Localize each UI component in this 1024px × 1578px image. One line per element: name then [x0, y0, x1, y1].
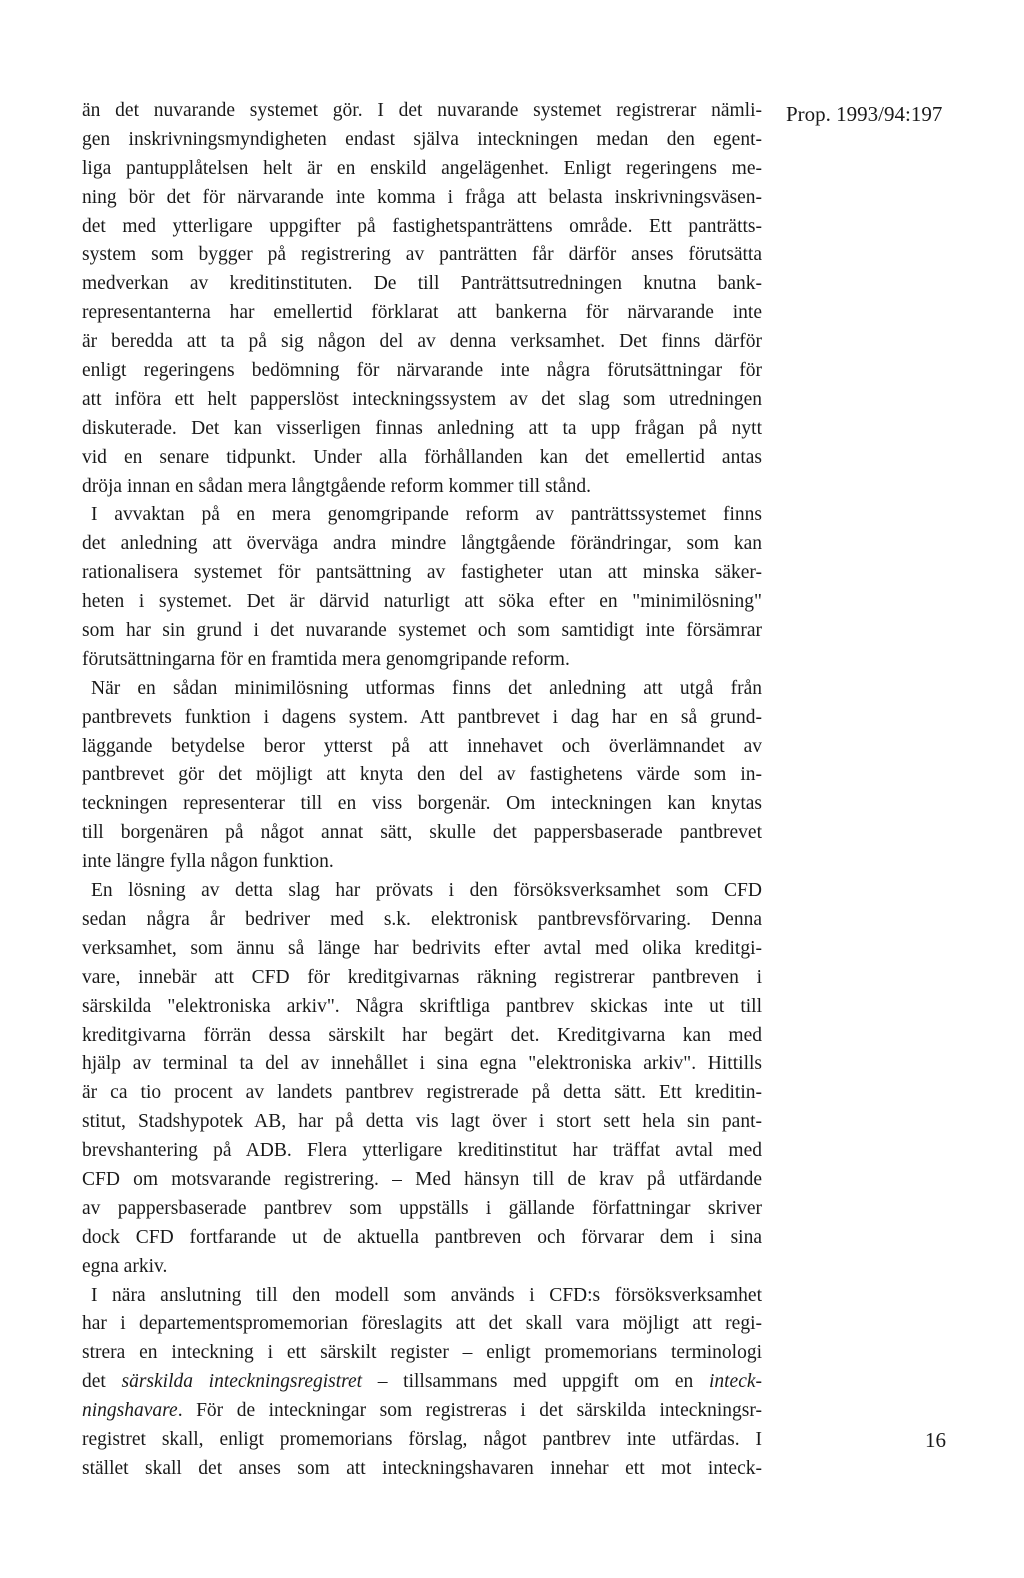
paragraph	[82, 675, 762, 877]
italic-term: inteck-	[708, 1371, 762, 1393]
text-line: läggande betydelse beror ytterst på att innehavet och överlämnandet av	[82, 735, 762, 757]
text-line: att införa ett helt papperslöst inteckningssystem av det slag som utredningen	[82, 388, 762, 410]
text-line: stitut, Stadshypotek AB, har på detta vis lagt över i stort sett hela sin pant-	[82, 1111, 762, 1133]
text-line: stället skall det anses som att inteckningshavaren innehar ett mot inteck-	[82, 1457, 762, 1479]
text-line: verksamhet, som ännu så länge har bedrivits efter avtal med olika kreditgi-	[82, 937, 762, 959]
text-line-with-italics	[82, 1368, 762, 1397]
text-line: dröja innan en sådan mera långtgående reform kommer till stånd.	[82, 475, 591, 497]
text-line: strera en inteckning i ett särskilt register – enligt promemorians terminologi	[82, 1342, 762, 1364]
text-line: enligt regeringens bedömning för närvarande inte några förutsättningar för	[82, 360, 762, 382]
text-line: representanterna har emellertid förklarat att bankerna för närvarande inte	[82, 302, 762, 324]
paragraph	[82, 877, 762, 1281]
body-text	[82, 97, 762, 1484]
text-line: förutsättningarna för en framtida mera genomgripande reform.	[82, 648, 570, 670]
text-line: inte längre fylla någon funktion.	[82, 851, 334, 873]
text-line: vid en senare tidpunkt. Under alla förhållanden kan det emellertid antas	[82, 446, 762, 468]
paragraph	[82, 97, 762, 501]
text-line: vare, innebär att CFD för kreditgivarnas räkning registrerar pantbreven i	[82, 966, 762, 988]
text-line: diskuterade. Det kan visserligen finnas anledning att ta upp frågan på nytt	[82, 417, 762, 439]
text-segment: det	[82, 1371, 122, 1393]
text-line: pantbrevet gör det möjligt att knyta den del av fastighetens värde som in-	[82, 764, 762, 786]
text-line: pantbrevets funktion i dagens system. Att pantbrevet i dag har en så grund-	[82, 706, 762, 728]
text-line: än det nuvarande systemet gör. I det nuvarande systemet registrerar nämli-	[82, 100, 762, 121]
paragraph	[82, 1282, 762, 1484]
text-line: När en sådan minimilösning utformas finns det anledning att utgå från	[91, 677, 762, 699]
text-line: är ca tio procent av landets pantbrev registrerade på detta sätt. Ett kreditin-	[82, 1082, 762, 1104]
text-segment: . För de inteckningar som registreras i det särskilda inteckningsr-	[177, 1400, 762, 1422]
proposition-reference: Prop. 1993/94:197	[786, 102, 943, 126]
text-line: heten i systemet. Det är därvid naturligt att söka efter en "minimilösning"	[82, 591, 762, 613]
text-line: I nära anslutning till den modell som används i CFD:s försöksverksamhet	[91, 1284, 762, 1306]
page-number: 16	[925, 1428, 946, 1452]
text-line: av pappersbaserade pantbrev som uppställs i gällande författningar skriver	[82, 1197, 762, 1219]
text-line: En lösning av detta slag har prövats i den försöksverksamhet som CFD	[91, 880, 762, 902]
text-line: kreditgivarna förrän dessa särskilt har begärt det. Kreditgivarna kan med	[82, 1024, 762, 1046]
text-line: ning bör det för närvarande inte komma i fråga att belasta inskrivningsväsen-	[82, 186, 762, 208]
text-segment: – tillsammans med uppgift om en	[362, 1371, 709, 1393]
text-line: registret skall, enligt promemorians förslag, något pantbrev inte utfärdas. I	[82, 1428, 762, 1450]
text-line: sedan några år bedriver med s.k. elektronisk pantbrevsförvaring. Denna	[82, 908, 762, 930]
italic-term: ningshavare	[82, 1400, 178, 1422]
text-line: till borgenären på något annat sätt, skulle det pappersbaserade pantbrevet	[82, 822, 762, 844]
paragraph	[82, 501, 762, 674]
text-line: gen inskrivningsmyndigheten endast själva inteckningen medan den egent-	[82, 128, 762, 150]
text-line-with-italics	[82, 1397, 762, 1426]
text-line: rationalisera systemet för pantsättning av fastigheter utan att minska säker-	[82, 562, 762, 584]
text-line: som har sin grund i det nuvarande systemet och som samtidigt inte försämrar	[82, 620, 762, 642]
text-line: teckningen representerar till en viss borgenär. Om inteckningen kan knytas	[82, 793, 762, 815]
text-line: har i departementspromemorian föreslagits att det skall vara möjligt att regi-	[82, 1313, 762, 1335]
text-line: särskilda "elektroniska arkiv". Några skriftliga pantbrev skickas inte ut till	[82, 995, 762, 1017]
text-line: system som bygger på registrering av panträtten får därför anses förutsätta	[82, 244, 762, 266]
text-line: brevshantering på ADB. Flera ytterligare kreditinstitut har träffat avtal med	[82, 1140, 762, 1162]
text-line: hjälp av terminal ta del av innehållet i sina egna "elektroniska arkiv". Hittills	[82, 1053, 762, 1075]
text-line: det anledning att överväga andra mindre långtgående förändringar, som kan	[82, 533, 762, 555]
text-line: är beredda att ta på sig någon del av denna verksamhet. Det finns därför	[82, 331, 762, 353]
text-line: CFD om motsvarande registrering. – Med hänsyn till de krav på utfärdande	[82, 1168, 762, 1190]
text-line: det med ytterligare uppgifter på fastighetspanträttens område. Ett panträtts-	[82, 215, 762, 237]
text-line: liga pantupplåtelsen helt är en enskild angelägenhet. Enligt regeringens me-	[82, 157, 762, 179]
text-line: dock CFD fortfarande ut de aktuella pantbreven och förvarar dem i sina	[82, 1226, 762, 1248]
text-line: medverkan av kreditinstituten. De till Panträttsutredningen knutna bank-	[82, 273, 762, 295]
text-line: I avvaktan på en mera genomgripande reform av panträttssystemet finns	[91, 504, 762, 526]
text-line: egna arkiv.	[82, 1255, 168, 1277]
italic-term: särskilda inteckningsregistret	[121, 1371, 363, 1393]
